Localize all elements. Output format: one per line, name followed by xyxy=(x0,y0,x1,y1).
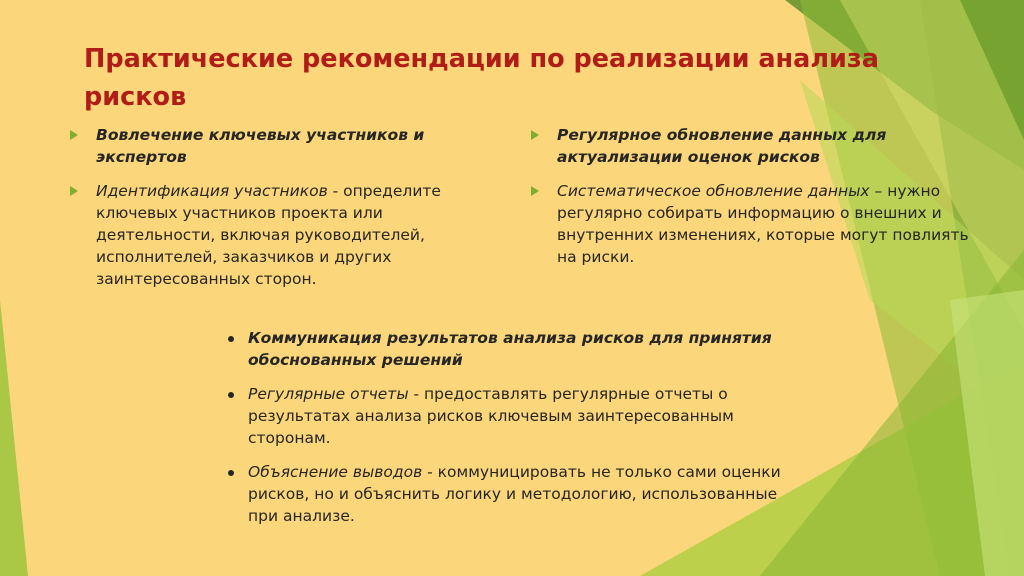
dot-bullet-icon xyxy=(228,392,234,398)
triangle-bullet-icon xyxy=(70,186,78,196)
triangle-bullet-icon xyxy=(531,186,539,196)
bottom-detail-2-text: - коммуницировать не только сами оценки рисков, но и объяснить логику и методологию, использованные при анализе. xyxy=(248,463,781,525)
right-detail-text: – нужно регулярно собирать информацию о внешних и внутренних изменениях, которые могут повлиять на риски. xyxy=(557,182,969,266)
bottom-heading-item xyxy=(222,327,802,371)
right-heading-item xyxy=(531,124,971,168)
dot-bullet-icon xyxy=(228,336,234,342)
bottom-column xyxy=(222,327,802,539)
bottom-detail-1 xyxy=(248,383,802,449)
left-heading-item xyxy=(70,124,490,168)
bg-shape-left-stripe xyxy=(0,300,28,576)
bottom-detail-item-2 xyxy=(222,461,802,527)
left-heading: Вовлечение ключевых участников и экспертов xyxy=(96,126,425,166)
left-detail-text: - определите ключевых участников проекта или деятельности, включая руководителей, исполнителей, заказчиков и других заинтересованных сторон. xyxy=(96,182,441,288)
bottom-detail-1-term: Регулярные отчеты xyxy=(248,385,409,403)
right-detail-item xyxy=(531,180,971,268)
left-detail-item xyxy=(70,180,490,290)
bottom-detail-1-text: - предоставлять регулярные отчеты о результатах анализа рисков ключевым заинтересованным сторонам. xyxy=(248,385,734,447)
left-detail xyxy=(96,180,490,290)
bottom-heading: Коммуникация результатов анализа рисков для принятия обоснованных решений xyxy=(248,329,772,369)
left-detail-term: Идентификация участников xyxy=(96,182,328,200)
right-detail-term: Систематическое обновление данных xyxy=(557,182,870,200)
dot-bullet-icon xyxy=(228,470,234,476)
right-heading: Регулярное обновление данных для актуализации оценок рисков xyxy=(557,126,887,166)
slide-title: Практические рекомендации по реализации анализа рисков xyxy=(84,44,879,112)
bottom-detail-2 xyxy=(248,461,802,527)
right-detail xyxy=(557,180,971,268)
bottom-detail-2-term: Объяснение выводов xyxy=(248,463,423,481)
triangle-bullet-icon xyxy=(531,130,539,140)
triangle-bullet-icon xyxy=(70,130,78,140)
right-column xyxy=(531,124,971,280)
left-column xyxy=(70,124,490,302)
bottom-detail-item-1 xyxy=(222,383,802,449)
